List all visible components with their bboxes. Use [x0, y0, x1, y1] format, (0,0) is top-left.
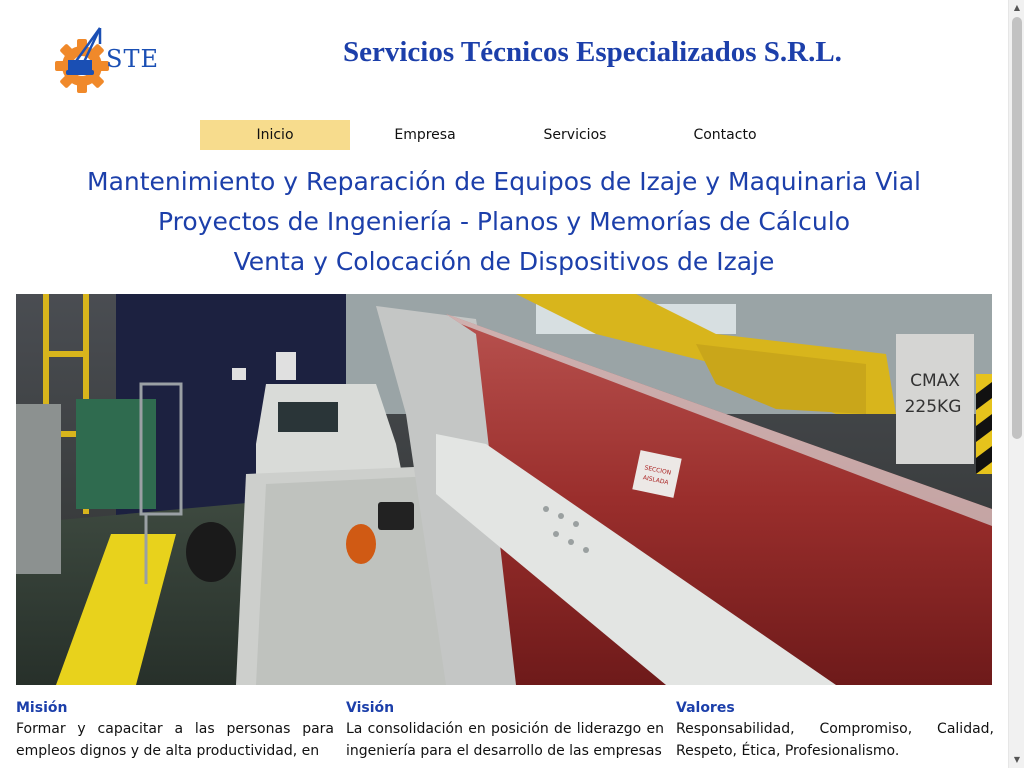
tagline-engineering: Proyectos de Ingeniería - Planos y Memorías de Cálculo — [157, 207, 850, 236]
hero-sign-text-capacity: 225KG — [904, 397, 962, 417]
hero-image — [16, 294, 992, 685]
logo-text: STE — [106, 45, 159, 73]
mission-column — [16, 698, 334, 762]
values-heading: Valores — [676, 700, 735, 716]
nav-item-contacto[interactable]: Contacto — [693, 127, 757, 143]
mission-text: Formar y capacitar a las personas para empleos dignos y de alta productividad, en — [16, 721, 334, 759]
nav-item-inicio[interactable]: Inicio — [200, 120, 350, 150]
scrollbar-thumb[interactable] — [1012, 17, 1022, 439]
values-text: Responsabilidad, Compromiso, Calidad, Respeto, Ética, Profesionalismo. — [676, 721, 994, 759]
gear-crane-icon — [54, 22, 114, 94]
taglines — [0, 162, 1008, 282]
hero-sign-text-cmax: CMAX — [910, 371, 960, 391]
mission-heading: Misión — [16, 700, 68, 716]
scroll-down-arrow-icon[interactable]: ▼ — [1013, 755, 1021, 764]
vision-column — [346, 698, 664, 762]
site-title: Servicios Técnicos Especializados S.R.L. — [343, 36, 842, 68]
vision-text: La consolidación en posición de liderazgo en ingeniería para el desarrollo de las empresas — [346, 721, 664, 759]
values-column — [676, 698, 994, 762]
vertical-scrollbar[interactable] — [1008, 0, 1024, 768]
vision-heading: Visión — [346, 700, 395, 716]
tagline-maintenance: Mantenimiento y Reparación de Equipos de Izaje y Maquinaria Vial — [87, 167, 921, 196]
company-logo[interactable] — [54, 22, 164, 94]
hero-plate-text-1: SECCION — [643, 464, 672, 477]
mission-vision-values — [16, 698, 994, 768]
main-nav — [200, 120, 800, 150]
nav-item-empresa[interactable]: Empresa — [394, 127, 456, 143]
nav-item-servicios[interactable]: Servicios — [543, 127, 607, 143]
scroll-up-arrow-icon[interactable]: ▲ — [1013, 3, 1021, 12]
hero-plate-text-2: AISLADA — [642, 474, 670, 487]
tagline-sales: Venta y Colocación de Dispositivos de Izaje — [233, 247, 775, 276]
